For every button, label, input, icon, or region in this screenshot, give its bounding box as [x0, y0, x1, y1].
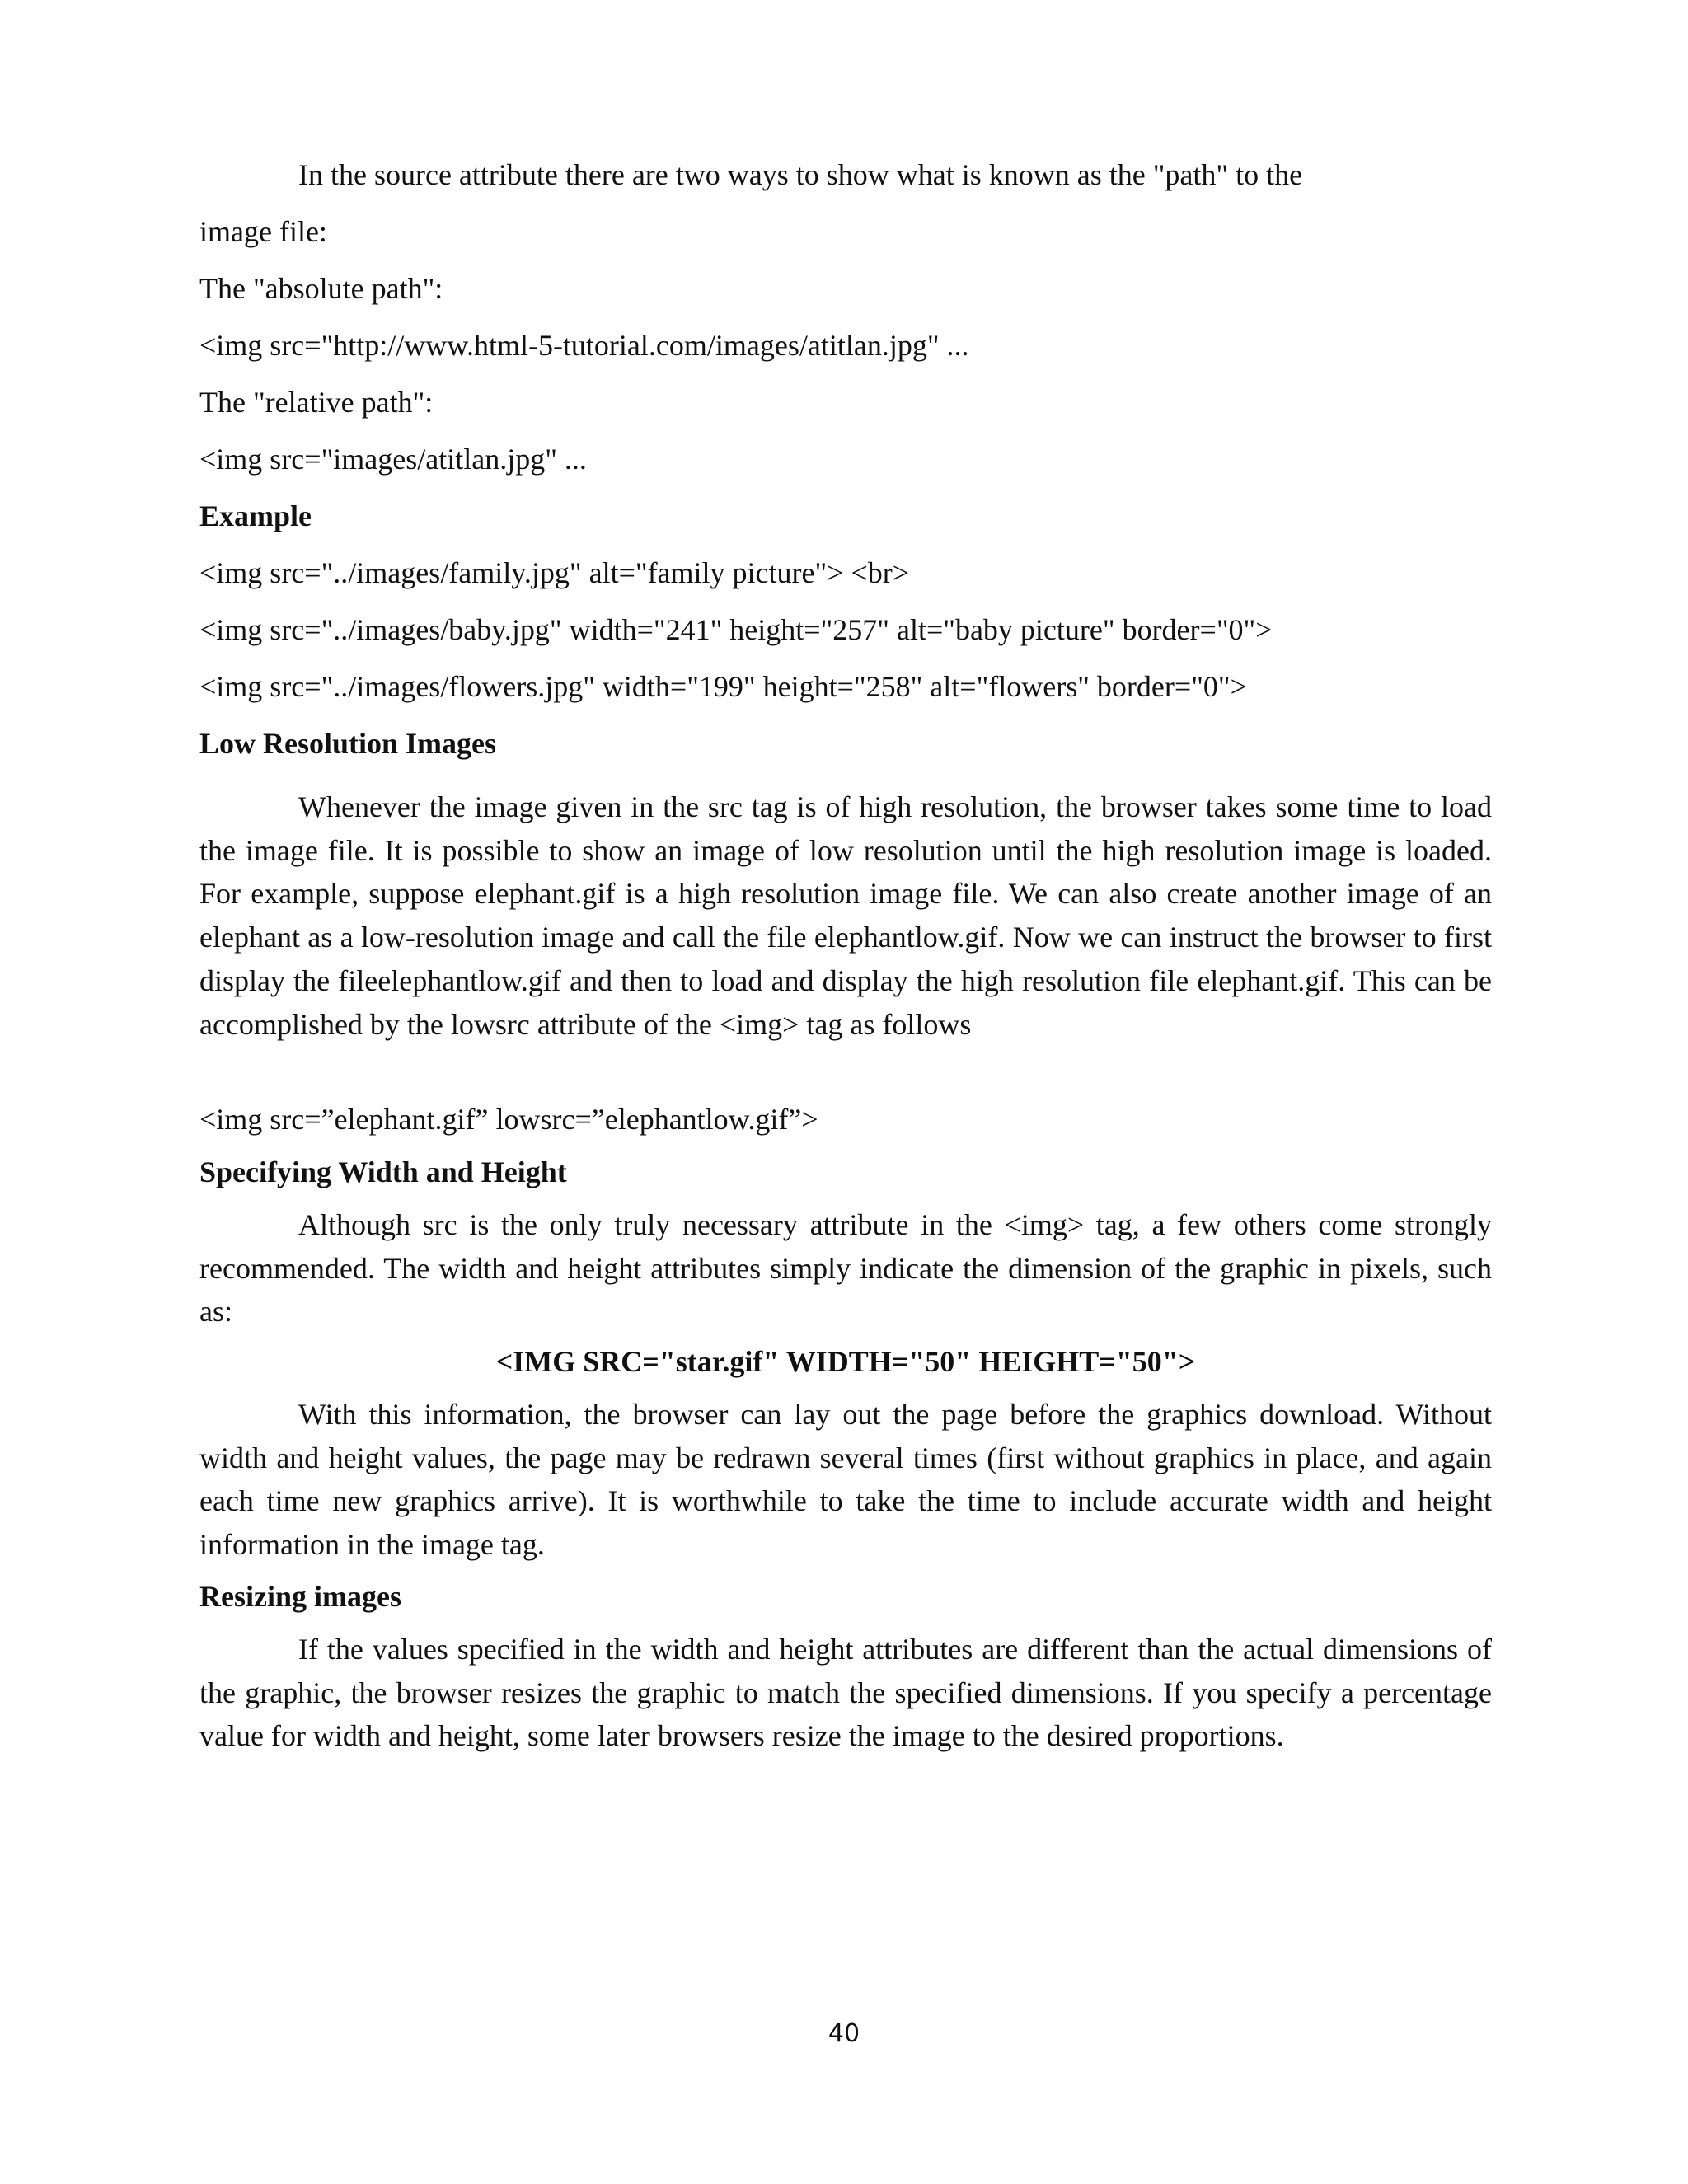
- width-height-heading: Specifying Width and Height: [199, 1155, 567, 1188]
- example-heading: Example: [199, 499, 312, 532]
- relative-path-code: <img src="images/atitlan.jpg" ...: [199, 443, 587, 476]
- page-number: 40: [828, 2019, 860, 2048]
- absolute-path-code: <img src="http://www.html-5-tutorial.com/images/atitlan.jpg" ...: [199, 329, 969, 362]
- absolute-path-label: The "absolute path":: [199, 272, 443, 305]
- low-resolution-heading: Low Resolution Images: [199, 727, 497, 760]
- example-code-family: <img src="../images/family.jpg" alt="family picture"> <br>: [199, 556, 910, 589]
- low-resolution-paragraph: Whenever the image given in the src tag is of high resolution, the browser takes some time to load the image file. It is possible to show an image of low resolution until the high resolution image is loaded. For example, suppose elephant.gif is a high resolution image file. We can also create another image of an elephant as a low-resolution image and call the file elephantlow.gif. Now we can instruct the browser to first display the fileelephantlow.gif and then to load and display the high resolution file elephant.gif. This can be accomplished by the lowsrc attribute of the <img> tag as follows: [199, 790, 1492, 1041]
- layout-paragraph: With this information, the browser can lay out the page before the graphics download. Without width and height values, the page may be redrawn several times (first without graphics in place, and again each time new graphics arrive). It is worthwhile to take the time to include accurate width and height information in the image tag.: [199, 1398, 1492, 1562]
- example-code-baby: <img src="../images/baby.jpg" width="241" height="257" alt="baby picture" border="0">: [199, 613, 1273, 646]
- intro-line: In the source attribute there are two ways to show what is known as the "path" to the: [298, 158, 1303, 191]
- width-height-paragraph: Although src is the only truly necessary attribute in the <img> tag, a few others come strongly recommended. The width and height attributes simply indicate the dimension of the graphic in pixels, such as:: [199, 1208, 1492, 1329]
- resizing-heading: Resizing images: [199, 1580, 401, 1613]
- example-code-flowers: <img src="../images/flowers.jpg" width="199" height="258" alt="flowers" border="0">: [199, 670, 1247, 703]
- lowsrc-code: <img src=”elephant.gif” lowsrc=”elephantlow.gif”>: [199, 1103, 818, 1136]
- intro-line-continued: image file:: [199, 215, 327, 248]
- resizing-paragraph: If the values specified in the width and height attributes are different than the actual dimensions of the graphic, the browser resizes the graphic to match the specified dimensions. If you specify a percentage value for width and height, some later browsers resize the image to the desired proportions.: [199, 1633, 1492, 1753]
- width-height-code: <IMG SRC="star.gif" WIDTH="50" HEIGHT="50">: [495, 1345, 1196, 1378]
- relative-path-label: The "relative path":: [199, 386, 434, 419]
